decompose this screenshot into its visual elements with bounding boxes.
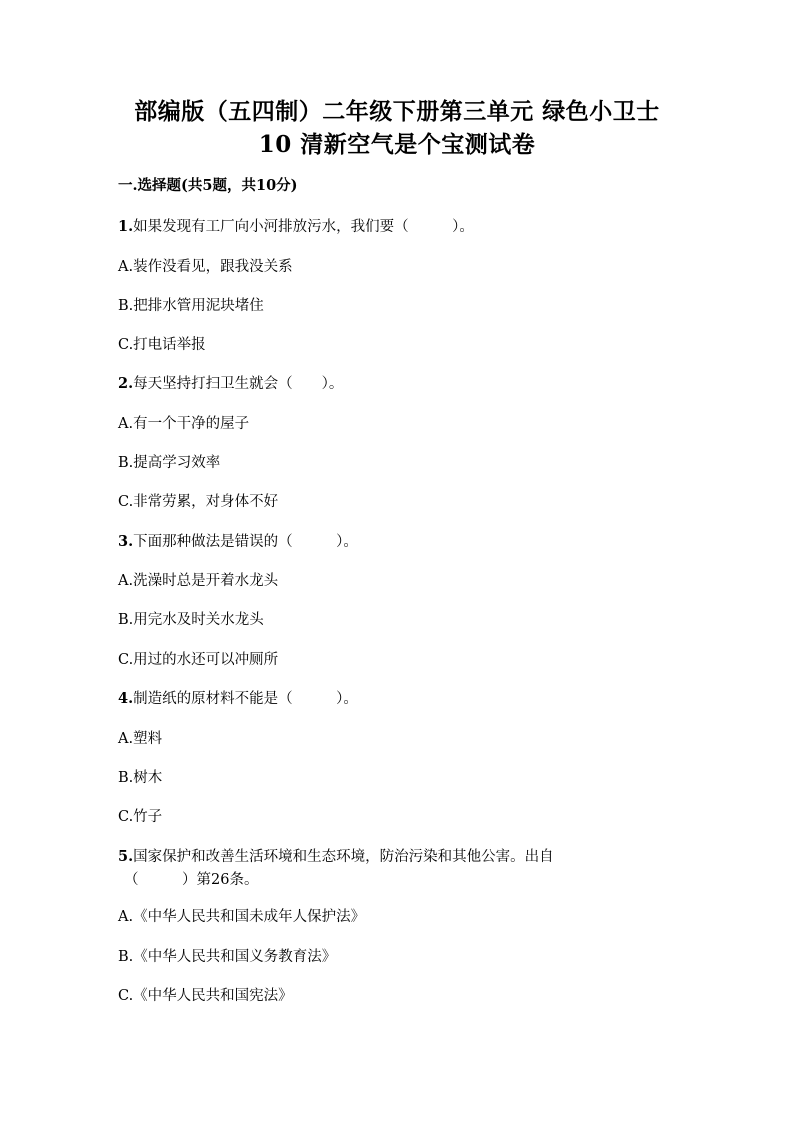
question-1-option-a: A.装作没看见，跟我没关系 xyxy=(118,259,293,275)
section-heading: 一.选择题(共5题，共10分) xyxy=(118,177,298,194)
document-title-line1: 部编版（五四制）二年级下册第三单元 绿色小卫士 xyxy=(134,98,660,125)
question-4 xyxy=(118,689,358,709)
question-2-option-c: C.非常劳累，对身体不好 xyxy=(118,494,279,510)
question-4-option-c: C.竹子 xyxy=(118,809,163,825)
question-number: 1. xyxy=(118,218,134,235)
document-title-line2: 10 清新空气是个宝测试卷 xyxy=(258,131,536,158)
question-stem: 制造纸的原材料不能是（ ）。 xyxy=(133,691,358,707)
question-3 xyxy=(118,532,358,552)
question-3-option-b: B.用完水及时关水龙头 xyxy=(118,612,264,628)
question-number: 2. xyxy=(118,375,134,392)
question-5-option-b: B.《中华人民共和国义务教育法》 xyxy=(118,949,337,965)
question-5-option-a: A.《中华人民共和国未成年人保护法》 xyxy=(118,909,366,925)
question-number: 4. xyxy=(118,690,134,707)
question-2-option-b: B.提高学习效率 xyxy=(118,455,221,471)
question-1-option-c: C.打电话举报 xyxy=(118,337,206,353)
question-4-option-b: B.树木 xyxy=(118,770,163,786)
question-3-option-c: C.用过的水还可以冲厕所 xyxy=(118,652,279,668)
question-number: 5. xyxy=(118,848,134,865)
question-5 xyxy=(118,847,554,867)
question-stem: 每天坚持打扫卫生就会（ ）。 xyxy=(133,376,344,392)
question-1 xyxy=(118,217,474,237)
question-stem: 如果发现有工厂向小河排放污水，我们要（ ）。 xyxy=(133,219,474,235)
question-number: 3. xyxy=(118,533,134,550)
question-5-option-c: C.《中华人民共和国宪法》 xyxy=(118,988,293,1004)
question-2 xyxy=(118,374,343,394)
question-1-option-b: B.把排水管用泥块堵住 xyxy=(118,298,264,314)
question-4-option-a: A.塑料 xyxy=(118,731,163,747)
question-5-stem-continued: （ ）第26条。 xyxy=(124,872,259,888)
question-stem: 下面那种做法是错误的（ ）。 xyxy=(133,534,358,550)
question-3-option-a: A.洗澡时总是开着水龙头 xyxy=(118,573,279,589)
question-stem: 国家保护和改善生活环境和生态环境，防治污染和其他公害。出自 xyxy=(133,849,554,865)
question-2-option-a: A.有一个干净的屋子 xyxy=(118,416,250,432)
